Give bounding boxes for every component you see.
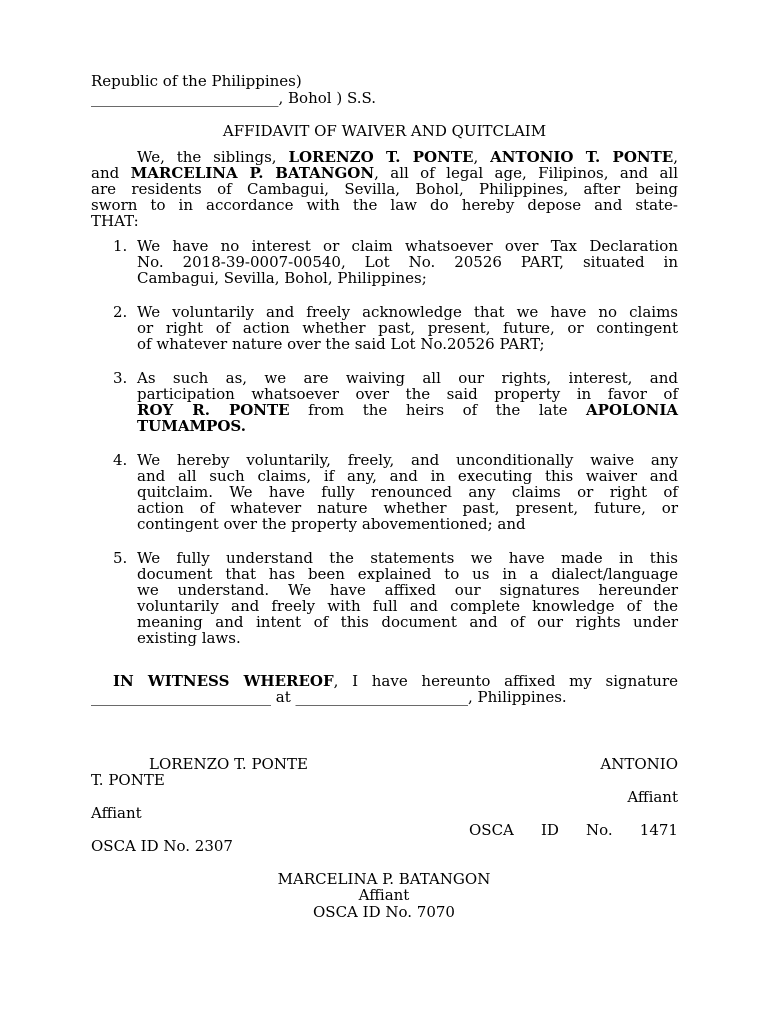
witness-line-2 [91,689,678,706]
item-line: participation whatsoever over the said property in favor of [137,385,678,403]
item-line: or right of action whether past, present, future, or contingent [137,319,678,337]
witness-text: at [271,688,296,706]
item-line: We voluntarily and freely acknowledge that we have no claims [137,303,678,321]
osca-word: OSCA [469,821,514,839]
affiant-name-lorenzo: LORENZO T. PONTE [288,148,474,166]
intro-line-5: THAT: [91,212,139,230]
beneficiary-name: ROY R. PONTE [137,401,290,419]
affiant-name-marcelina: MARCELINA P. BATANGON [130,164,375,182]
item-line: We have no interest or claim whatsoever over Tax Declaration [137,237,678,255]
item-line: existing laws. [137,629,241,647]
signatory-name-lorenzo: LORENZO T. PONTE [149,755,308,773]
affiant-label-lorenzo: Affiant [91,804,142,822]
osca-id-marcelina: OSCA ID No. 7070 [313,903,455,921]
signatory-name-antonio: ANTONIO [600,755,678,773]
item-line: we understand. We have affixed our signatures hereunder [137,581,678,599]
item-line: We hereby voluntarily, freely, and unconditionally waive any [137,451,678,469]
item-line: Cambagui, Sevilla, Bohol, Philippines; [137,269,427,287]
place-blank: _______________________ [295,688,469,706]
header-republic: Republic of the Philippines) [91,72,302,90]
header-venue [91,90,678,107]
decedent-surname: TUMAMPOS. [137,417,246,435]
witness-text: , I have hereunto affixed my signature [333,672,678,690]
venue-rest: , Bohol ) S.S. [278,89,376,107]
intro-text: , [473,148,491,166]
item-line: No. 2018-39-0007-00540, Lot No. 20526 PART, situated in [137,253,678,271]
venue-blank: _________________________ [91,89,279,107]
item-line: As such as, we are waiving all our rights, interest, and [137,369,678,387]
item-line: We fully understand the statements we have made in this [137,549,678,567]
item-number: 1. [113,237,128,255]
item-number: 2. [113,303,128,321]
item-line: and all such claims, if any, and in executing this waiver and [137,467,678,485]
item-line: document that has been explained to us in a dialect/language [137,565,678,583]
affiant-label-marcelina: Affiant [358,886,410,904]
item-number: 3. [113,369,128,387]
item-line: voluntarily and freely with full and complete knowledge of the [137,597,678,615]
item-number: 5. [113,549,128,567]
item-line: action of whatever nature whether past, present, future, or [137,499,678,517]
osca-id-antonio [469,822,678,839]
intro-text: We, the siblings, [137,148,289,166]
signatory-name-marcelina: MARCELINA P. BATANGON [277,870,491,888]
intro-text: and [91,164,131,182]
intro-line-3: are residents of Cambagui, Sevilla, Bohol, Philippines, after being [91,180,678,198]
item-line [137,418,678,435]
witness-text: , Philippines. [468,688,567,706]
affiant-name-antonio: ANTONIO T. PONTE [490,148,674,166]
document-title: AFFIDAVIT OF WAIVER AND QUITCLAIM [222,122,547,140]
item-line: quitclaim. We have fully renounced any claims or right of [137,483,678,501]
intro-line-4: sworn to in accordance with the law do hereby depose and state- [91,196,678,214]
osca-number: 1471 [639,821,678,839]
signatory-name-antonio-cont: T. PONTE [91,771,165,789]
affiant-label-antonio: Affiant [627,788,678,806]
item-line: meaning and intent of this document and of our rights under [137,613,678,631]
item-line: of whatever nature over the said Lot No.20526 PART; [137,335,545,353]
osca-id-lorenzo: OSCA ID No. 2307 [91,837,233,855]
decedent-name: APOLONIA [586,401,678,419]
osca-word: No. [586,821,613,839]
item-line: contingent over the property abovementioned; and [137,515,526,533]
date-blank: ________________________ [91,688,271,706]
item-number: 4. [113,451,128,469]
item-text: from the heirs of the late [289,401,587,419]
witness-heading: IN WITNESS WHEREOF [113,672,334,690]
intro-text: , [673,148,678,166]
intro-text: , all of legal age, Filipinos, and all [374,164,679,182]
osca-word: ID [540,821,559,839]
